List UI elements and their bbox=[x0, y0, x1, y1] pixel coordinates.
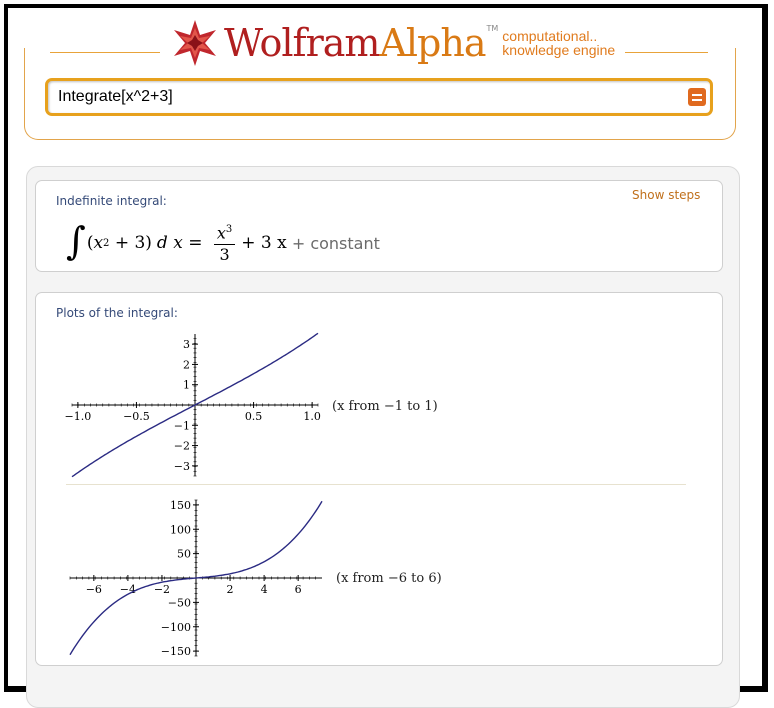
x-tick-label: 6 bbox=[294, 583, 302, 596]
y-tick-label: 3 bbox=[183, 338, 190, 352]
y-tick-label: 100 bbox=[170, 523, 191, 537]
y-tick-label: −3 bbox=[173, 459, 190, 473]
show-steps-link[interactable]: Show steps bbox=[632, 188, 701, 202]
fraction-numerator: $x^3$ bbox=[214, 221, 235, 244]
formula-constant: + constant bbox=[286, 233, 380, 253]
tagline-line2: knowledge engine bbox=[502, 42, 616, 58]
search-input[interactable] bbox=[45, 78, 713, 116]
plot-range-label: (x from −6 to 6) bbox=[336, 571, 442, 586]
formula-power: 2 bbox=[103, 237, 110, 249]
y-tick-label: −150 bbox=[160, 645, 191, 659]
x-tick-label: 4 bbox=[260, 583, 268, 596]
x-tick-label: 0.5 bbox=[244, 410, 263, 423]
pod-title-indefinite: Indefinite integral: bbox=[56, 194, 167, 208]
y-tick-label: 1 bbox=[183, 378, 190, 392]
pod-title-plots: Plots of the integral: bbox=[56, 306, 178, 320]
formula-fraction bbox=[214, 221, 235, 264]
pod-plots bbox=[35, 292, 723, 666]
logo-wolfram-text: Wolfram bbox=[224, 21, 380, 65]
plot-divider bbox=[66, 484, 686, 485]
integral-sign-icon: ∫ bbox=[66, 219, 86, 263]
y-tick-label: −2 bbox=[173, 439, 190, 453]
formula-plus-3x: + 3 x bbox=[241, 233, 287, 253]
formula-x: x bbox=[93, 233, 104, 253]
x-tick-label: −0.5 bbox=[123, 410, 150, 423]
y-tick-label: −100 bbox=[160, 620, 191, 634]
tagline-line1: computational.. bbox=[502, 28, 598, 44]
y-tick-label: 150 bbox=[170, 498, 191, 512]
formula-equals: = bbox=[182, 233, 208, 253]
y-tick-label: 2 bbox=[183, 358, 190, 372]
formula-open-paren: ( bbox=[86, 233, 94, 253]
integral-formula bbox=[66, 216, 380, 270]
fraction-denominator: 3 bbox=[219, 244, 230, 264]
y-tick-label: −1 bbox=[173, 419, 190, 433]
logo-alpha-text: Alpha bbox=[379, 21, 486, 65]
x-tick-label: −4 bbox=[119, 583, 137, 596]
y-tick-label: 50 bbox=[177, 547, 191, 561]
x-tick-label: −6 bbox=[85, 583, 102, 596]
formula-plus-three: + 3) bbox=[109, 233, 152, 253]
x-tick-label: 1.0 bbox=[303, 410, 321, 423]
x-tick-label: −1.0 bbox=[64, 410, 92, 423]
formula-dx: d x bbox=[156, 233, 183, 253]
y-tick-label: −50 bbox=[167, 596, 191, 610]
trademark-mark: TM bbox=[486, 24, 499, 33]
equals-submit-button[interactable] bbox=[688, 88, 706, 106]
x-tick-label: 2 bbox=[226, 583, 234, 596]
plot-range-label: (x from −1 to 1) bbox=[332, 399, 438, 414]
x-tick-label: −2 bbox=[153, 583, 171, 596]
equals-icon bbox=[692, 94, 702, 96]
